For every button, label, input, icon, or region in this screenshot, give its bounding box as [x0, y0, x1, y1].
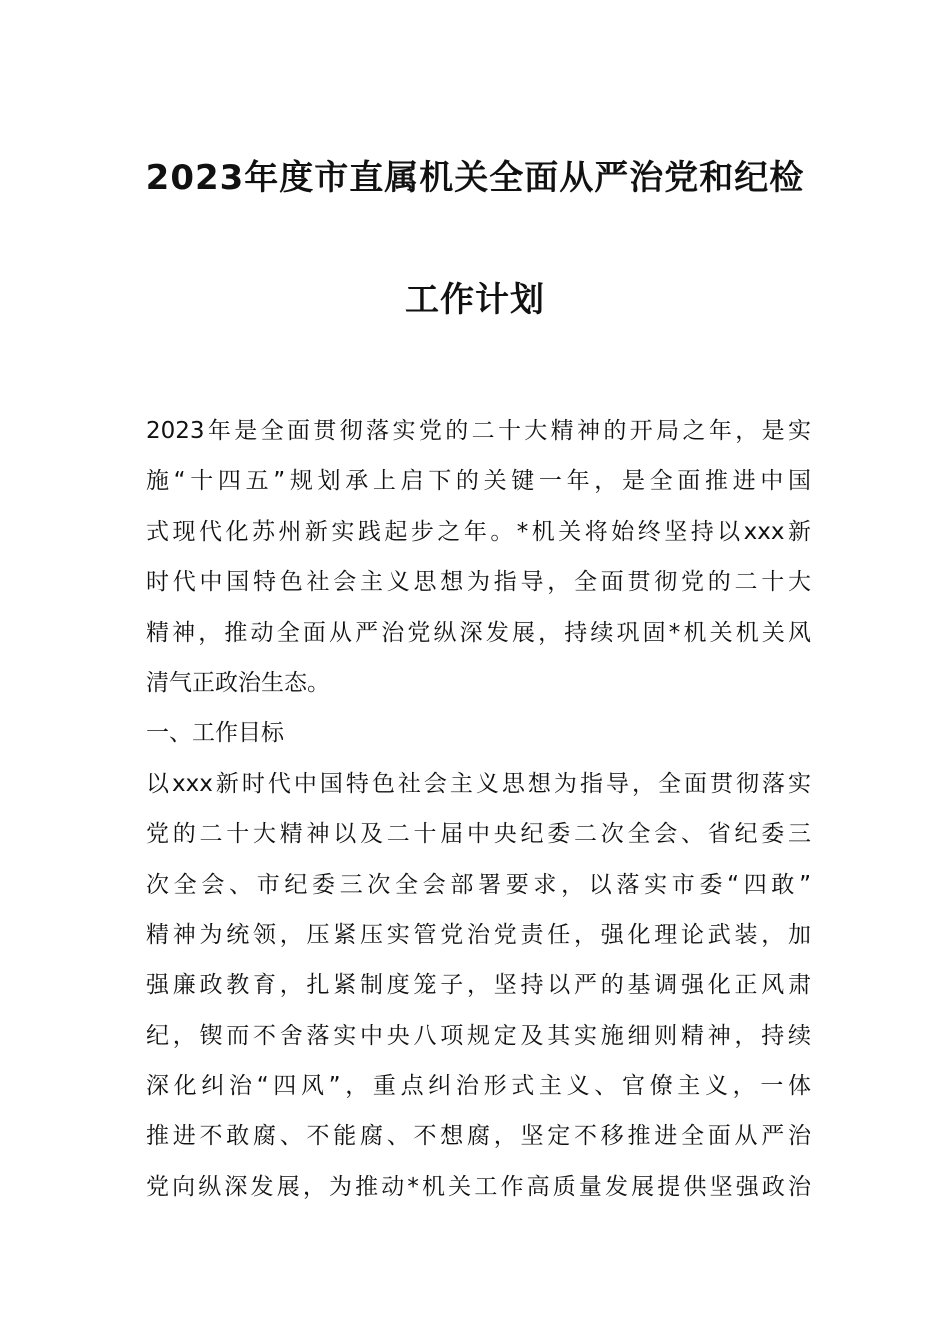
body-line: 党向纵深发展，为推动*机关工作高质量发展提供坚强政治	[146, 1173, 811, 1200]
document-title-line-2: 工作计划	[405, 280, 545, 320]
body-line: 精神，推动全面从严治党纵深发展，持续巩固*机关机关风	[146, 619, 811, 646]
body-line: 纪，锲而不舍落实中央八项规定及其实施细则精神，持续	[146, 1022, 811, 1049]
body-line: 精神为统领，压紧压实管党治党责任，强化理论武装，加	[146, 921, 811, 948]
body-line: 式现代化苏州新实践起步之年。*机关将始终坚持以xxx新	[146, 518, 811, 545]
body-line: 推进不敢腐、不能腐、不想腐，坚定不移推进全面从严治	[146, 1123, 811, 1150]
body-line: 次全会、市纪委三次全会部署要求，以落实市委“四敢”	[146, 871, 811, 898]
document-title-line-1: 2023年度市直属机关全面从严治党和纪检	[145, 158, 805, 198]
body-line: 时代中国特色社会主义思想为指导，全面贯彻党的二十大	[146, 569, 811, 596]
body-line: 2023年是全面贯彻落实党的二十大精神的开局之年，是实	[146, 418, 811, 444]
document-body	[146, 406, 811, 1212]
section-heading: 一、工作目标	[146, 720, 284, 747]
body-line: 施“十四五”规划承上启下的关键一年，是全面推进中国	[146, 468, 811, 495]
body-line: 深化纠治“四风”，重点纠治形式主义、官僚主义，一体	[146, 1073, 811, 1100]
body-line: 以xxx新时代中国特色社会主义思想为指导，全面贯彻落实	[146, 770, 811, 797]
body-line: 党的二十大精神以及二十届中央纪委二次全会、省纪委三	[146, 821, 811, 848]
body-line: 清气正政治生态。	[146, 669, 330, 696]
body-line: 强廉政教育，扎紧制度笼子，坚持以严的基调强化正风肃	[146, 972, 811, 999]
